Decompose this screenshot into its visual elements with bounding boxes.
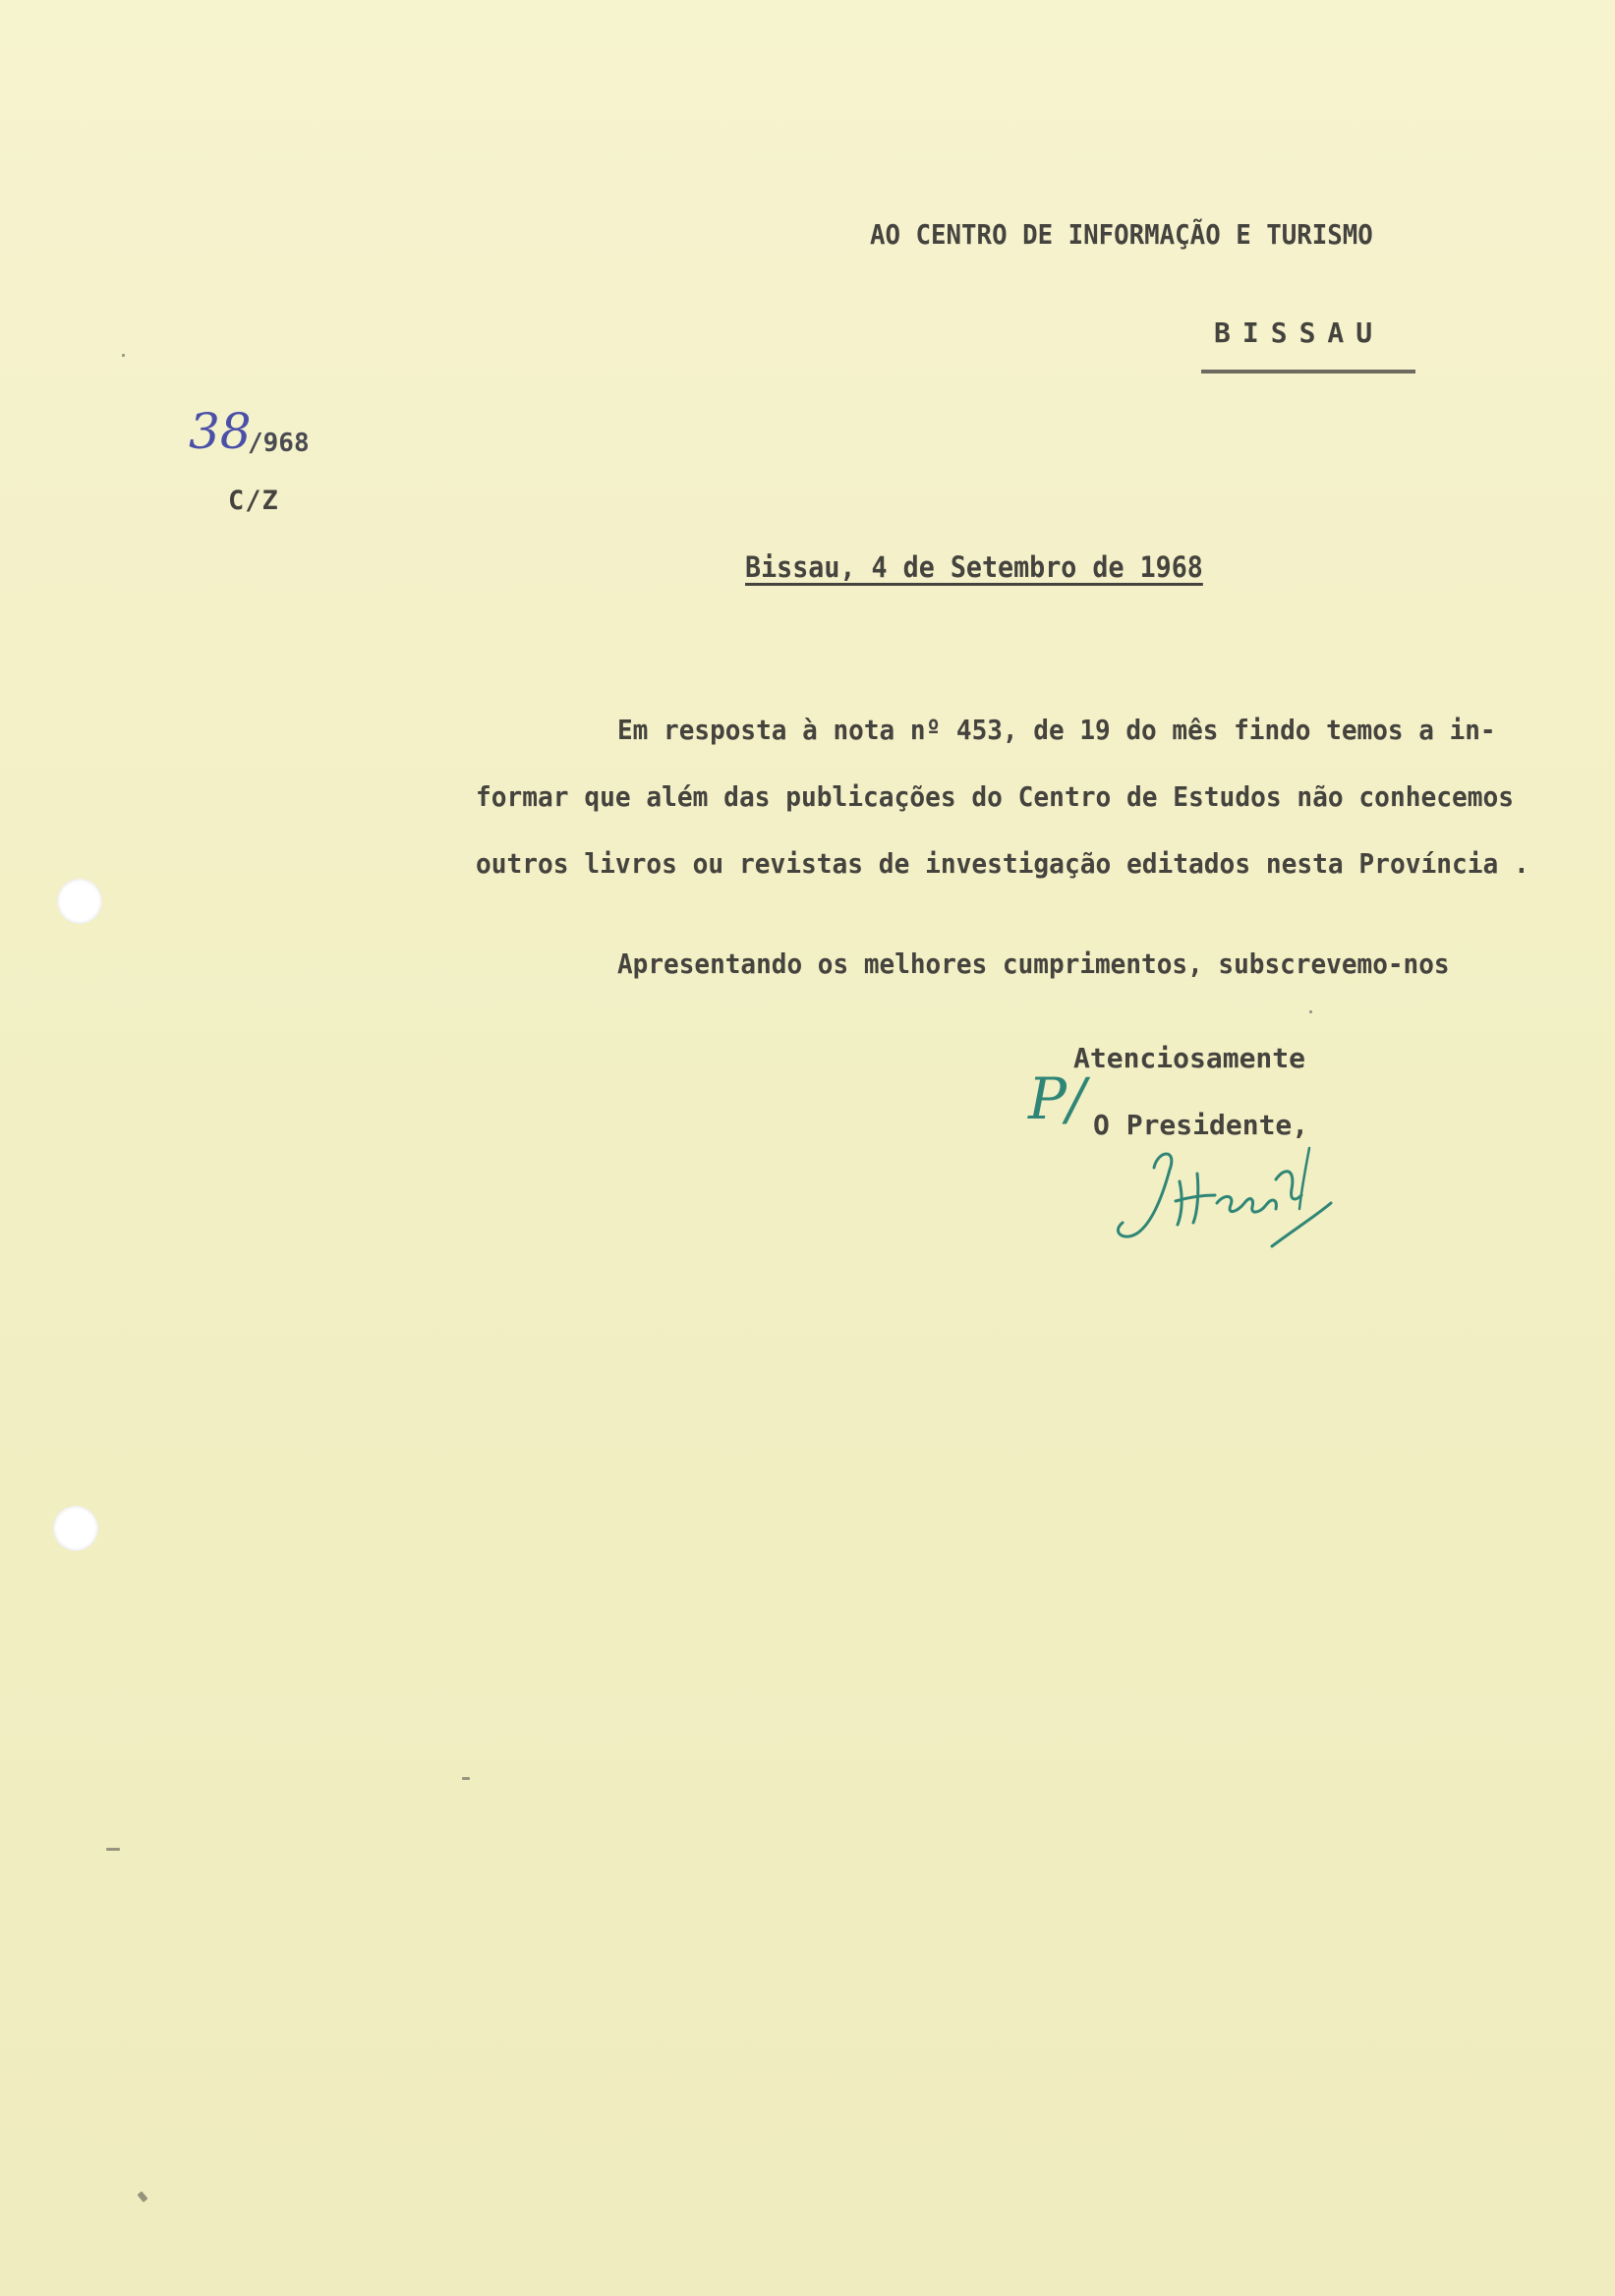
body-line-1: Em resposta à nota nº 453, de 19 do mês findo temos a in- bbox=[617, 714, 1496, 746]
signature-icon bbox=[1099, 1130, 1335, 1258]
per-procuration-mark: P/ bbox=[1028, 1065, 1086, 1132]
body-line-4: Apresentando os melhores cumprimentos, subscrevemo-nos bbox=[617, 947, 1450, 980]
body-line-3: outros livros ou revistas de investigação editados nesta Província . bbox=[476, 847, 1529, 880]
paper-speck bbox=[462, 1777, 470, 1780]
punch-hole-icon bbox=[53, 1506, 98, 1551]
paper-speck bbox=[137, 2191, 147, 2203]
closing-phrase: Atenciosamente bbox=[1073, 1042, 1306, 1074]
addressee-city: BISSAU bbox=[1214, 316, 1385, 349]
signatory-title: O Presidente, bbox=[1093, 1109, 1309, 1141]
reference-code: C/Z bbox=[228, 486, 279, 516]
paper-speck bbox=[1309, 1010, 1312, 1013]
paper-speck bbox=[122, 354, 125, 357]
addressee-line: AO CENTRO DE INFORMAÇÃO E TURISMO bbox=[870, 218, 1373, 251]
reference-number-handwritten: 38 bbox=[189, 403, 252, 460]
punch-hole-icon bbox=[57, 879, 102, 924]
letter-date: Bissau, 4 de Setembro de 1968 bbox=[745, 550, 1203, 584]
paper-speck bbox=[106, 1848, 120, 1851]
reference-year: /968 bbox=[248, 429, 310, 458]
body-line-2: formar que além das publicações do Centro de Estudos não conhecemos bbox=[476, 780, 1515, 813]
city-underline bbox=[1201, 370, 1415, 373]
